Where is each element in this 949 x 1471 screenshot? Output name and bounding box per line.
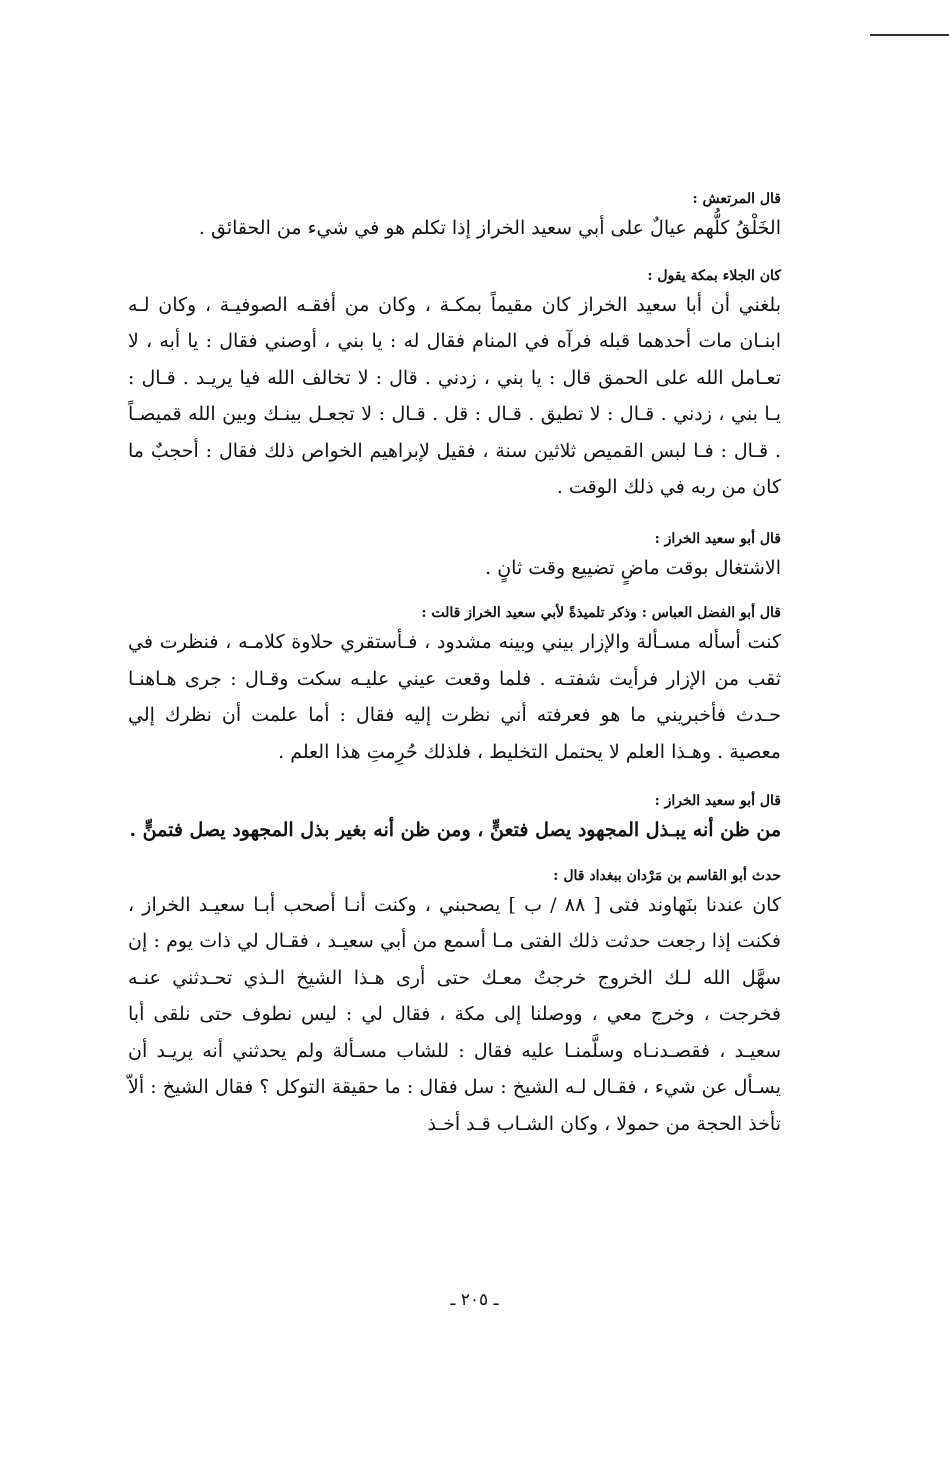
page-body: [128, 188, 781, 1142]
section-paragraph: بلغني أن أبا سعيد الخراز كان مقيماً بمكـة ، وكان من أفقـه الصوفيـة ، وكان لـه ابنـان مات أحدهما قبله فرآه في المنام فقال له : يا بني ، أوصني فقال : يا أبه ، لا تعـامل الله على الحمق قال : يا بني ، زدني . قال : لا تخالف الله فيا يريـد . قـال : يـا بني ، زدني . قـال : لا تطيق . قـال : قل . قـال : لا تجعـل بينـك وبين الله قميصـاً . قـال : فـا لبس القميص ثلاثين سنة ، فقيل لإبراهيم الخواص ذلك فقال : أحجبٌ ما كان من ربه في ذلك الوقت .: [128, 293, 781, 498]
section-5: [128, 790, 781, 849]
page-number: ـ ٢٠٥ ـ: [450, 1290, 499, 1310]
top-rule: [870, 34, 949, 36]
section-2: [128, 265, 781, 506]
section-heading: كان الجلاء بمكة يقول :: [647, 267, 781, 284]
section-paragraph: كان عندنا بنَهاوند فتى [ ٨٨ / ب ] يصحبني ، وكنت أنـا أصحب أبـا سعيـد الخراز ، فكنت إذا رجعت حدثت ذلك الفتى مـا أسمع من أبي سعيـد ، فقـال لي ذات يوم : إن سهَّل الله لـك الخروج خرجتُ معـك حتى أرى هـذا الشيخ الـذي تحـدثني عنـه فخرجت ، وخرج معي ، ووصلنا إلى مكة ، فقال لي : ليس نطوف حتى نلقى أبا سعيـد ، فقصـدنـاه وسلَّمنـا عليه فقال : للشاب مسـألة ولم يحدثني أنه يريـد أن يسـأل عن شيء ، فقـال لـه الشيخ : سل فقال : ما حقيقة التوكل ؟ فقال الشيخ : ألاّ تأخذ الحجة من حمولا ، وكان الشـاب قـد أخـذ: [128, 893, 781, 1135]
section-paragraph: كنت أسأله مسـألة والإزار بيني وبينه مشدود ، فـأستقري حلاوة كلامـه ، فنظرت في ثقب من الإزار فرأيت شفتـه . فلما وقعت عيني عليـه سكت وقـال : جرى هـاهنـا حـدث فأخبريني ما هو فعرفته أني نظرت إليه فقال : أما علمت أن نظرك إلي معصية . وهـذا العلم لا يحتمل التخليط ، فلذلك حُرِمتِ هذا العلم .: [128, 631, 781, 763]
section-paragraph: من ظن أنه يبـذل المجهود يصل فتعنٍّ ، ومن ظن أنه بغير بذل المجهود يصل فتمنٍّ .: [129, 819, 781, 841]
section-1: [128, 188, 781, 247]
section-paragraph: الاشتغال بوقت ماضٍ تضييع وقت ثانٍ .: [485, 556, 781, 579]
section-4: [128, 602, 781, 770]
section-paragraph: الخَلْقُ كلُّهم عيالٌ على أبي سعيد الخراز إذا تكلم هو في شيء من الحقائق .: [198, 217, 781, 239]
section-heading: قال أبو الفضل العباس : وذكر تلميذةً لأبي سعيد الخراز قالت :: [421, 605, 781, 621]
section-6: [128, 865, 781, 1143]
section-heading: قال أبو سعيد الخراز :: [654, 793, 781, 809]
section-heading: قال أبو سعيد الخراز :: [654, 530, 781, 547]
section-heading: حدث أبو القاسم بن مَرْدان ببغداد قال :: [553, 867, 781, 884]
section-heading: قال المرتعش :: [692, 191, 781, 207]
section-3: [128, 528, 781, 587]
